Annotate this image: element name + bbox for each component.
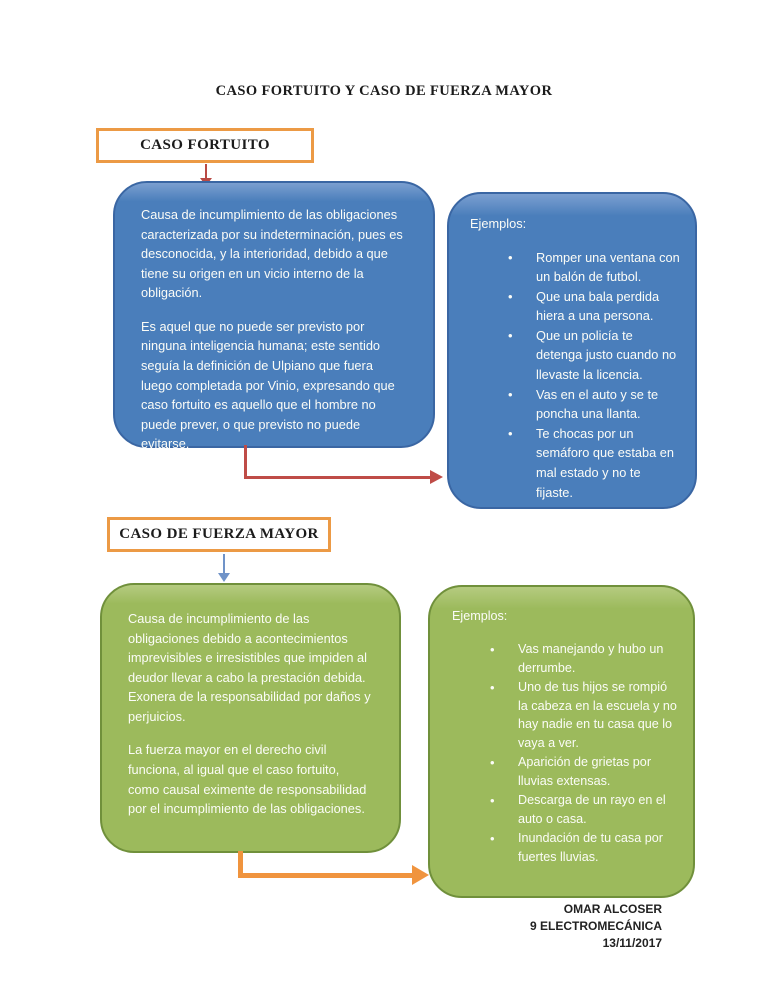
fuerza-mayor-examples-heading: Ejemplos:: [452, 609, 508, 623]
fuerza-mayor-description-paragraph-1: Causa de incumplimiento de las obligaciones debido a acontecimientos imprevisibles e irresistibles que impiden al deudor llevar a cabo la prestación debida. Exonera de la responsabilidad por daños y perjuicios.: [128, 611, 371, 724]
fortuito-label: CASO FORTUITO: [140, 137, 270, 153]
fuerza-mayor-elbow-arrow-horizontal: [238, 873, 414, 878]
list-item: • Aparición de grietas por lluvias extensas.: [452, 753, 679, 791]
footer: [530, 901, 662, 951]
fuerza-mayor-examples-box: [428, 585, 695, 898]
list-item: • Uno de tus hijos se rompió la cabeza en la escuela y no hay nadie en tu casa que lo vaya a ver.: [452, 678, 679, 754]
footer-group: 9 ELECTROMECÁNICA: [529, 918, 662, 933]
fuerza-mayor-description-box: [100, 583, 401, 853]
fortuito-description-paragraph-1: Causa de incumplimiento de las obligaciones caracterizada por su indeterminación, pues es desconocida, y la interioridad, debido a que tiene su origen en un vicio interno de la obligación.: [141, 207, 403, 301]
list-item: • Vas manejando y hubo un derrumbe.: [452, 640, 679, 678]
fuerza-mayor-label: CASO DE FUERZA MAYOR: [119, 526, 319, 542]
footer-author: OMAR ALCOSER: [563, 902, 662, 916]
fortuito-label-box: [96, 128, 314, 163]
page-title: CASO FORTUITO Y CASO DE FUERZA MAYOR: [215, 83, 553, 99]
footer-date: 13/11/2017: [602, 935, 662, 950]
fortuito-elbow-arrow-vertical: [244, 445, 247, 479]
fortuito-examples-box: [447, 192, 697, 509]
list-item: • Romper una ventana con un balón de futbol.: [470, 248, 681, 287]
list-item: • Que una bala perdida hiera a una persona.: [470, 287, 681, 326]
fortuito-elbow-arrow-icon: [430, 470, 443, 484]
fuerza-mayor-label-box: [107, 517, 331, 552]
list-item: • Vas en el auto y se te poncha una llanta.: [470, 385, 681, 424]
fuerza-mayor-examples-list: [452, 640, 679, 867]
fortuito-examples-heading: Ejemplos:: [470, 216, 527, 231]
fortuito-description-paragraph-2: Es aquel que no puede ser previsto por ninguna inteligencia humana; este sentido seguía la definición de Ulpiano que fuera luego completada por Vinio, expresando que caso fortuito es aquello que el hombre no puede prever, o que previsto no puede evitarse.: [141, 318, 395, 452]
fortuito-elbow-arrow-horizontal: [244, 476, 432, 479]
fuerza-mayor-elbow-arrow-icon: [412, 865, 429, 885]
fuerza-mayor-description-paragraph-2: La fuerza mayor en el derecho civil funciona, al igual que el caso fortuito, como causal eximente de responsabilidad por el incumplimiento de las obligaciones.: [128, 742, 367, 817]
list-item: • Te chocas por un semáforo que estaba en mal estado y no te fijaste.: [470, 424, 681, 502]
fuerza-mayor-down-arrow-line: [223, 554, 225, 575]
list-item: • Inundación de tu casa por fuertes lluvias.: [452, 829, 679, 867]
fuerza-mayor-down-arrow-icon: [218, 573, 230, 582]
list-item: • Descarga de un rayo en el auto o casa.: [452, 791, 679, 829]
fortuito-description-box: [113, 181, 435, 452]
fortuito-examples-list: [470, 248, 681, 503]
list-item: • Que un policía te detenga justo cuando no llevaste la licencia.: [470, 326, 681, 385]
